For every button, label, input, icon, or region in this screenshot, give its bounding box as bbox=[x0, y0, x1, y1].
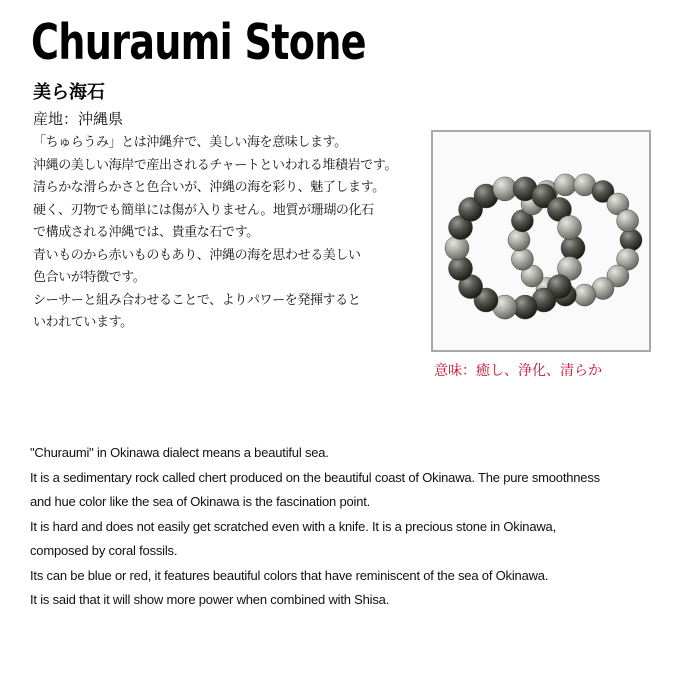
page-title: Churaumi Stone bbox=[31, 14, 366, 71]
jp-line: 清らかな滑らかさと色合いが、沖縄の海を彩り、魅了します。 bbox=[33, 180, 385, 195]
jp-line: 色合いが特徴です。 bbox=[33, 270, 146, 285]
bead bbox=[620, 229, 642, 251]
jp-line: で構成される沖縄では、貴重な石です。 bbox=[33, 225, 259, 240]
en-line: It is a sedimentary rock called chert produced on the beautiful coast of Okinawa. The pure smoothness bbox=[30, 469, 600, 485]
en-line: It is said that it will show more power when combined with Shisa. bbox=[30, 592, 390, 607]
en-line: and hue color like the sea of Okinawa is the fascination point. bbox=[30, 494, 371, 509]
bracelet-illustration bbox=[433, 132, 649, 350]
bead bbox=[511, 248, 533, 270]
en-line: "Churaumi" in Okinawa dialect means a beautiful sea. bbox=[30, 445, 329, 460]
english-description bbox=[30, 441, 680, 613]
bead bbox=[508, 229, 530, 251]
bead bbox=[558, 216, 582, 240]
japanese-description bbox=[33, 132, 423, 335]
jp-line: 「ちゅらうみ」とは沖縄弁で、美しい海を意味します。 bbox=[33, 135, 347, 150]
jp-line: 沖縄の美しい海岸で産出されるチャートといわれる堆積岩です。 bbox=[33, 157, 397, 173]
stone-japanese-name: 美ら海石 bbox=[33, 82, 105, 103]
en-line: Its can be blue or red, it features beautiful colors that have reminiscent of the sea of Okinawa. bbox=[30, 567, 549, 583]
bead bbox=[445, 236, 469, 260]
origin-label: 産地：沖縄県 bbox=[33, 110, 124, 128]
bead bbox=[554, 174, 576, 196]
bead bbox=[574, 284, 596, 306]
meaning-label: 意味：癒し、浄化、清らか bbox=[434, 363, 602, 379]
jp-line: 青いものから赤いものもあり、沖縄の海を思わせる美しい bbox=[33, 247, 361, 263]
bracelet-photo bbox=[431, 130, 651, 352]
jp-line: シーサーと組み合わせることで、よりパワーを発揮すると bbox=[33, 292, 361, 308]
jp-line: いわれています。 bbox=[33, 315, 133, 330]
en-line: It is hard and does not easily get scratched even with a knife. It is a precious stone in Okinawa, bbox=[30, 518, 556, 534]
bead bbox=[617, 210, 639, 232]
bead bbox=[561, 236, 585, 260]
jp-line: 硬く、刃物でも簡単には傷が入りません。地質が珊瑚の化石 bbox=[33, 202, 374, 218]
en-line: composed by coral fossils. bbox=[30, 543, 178, 558]
bead bbox=[449, 257, 473, 281]
